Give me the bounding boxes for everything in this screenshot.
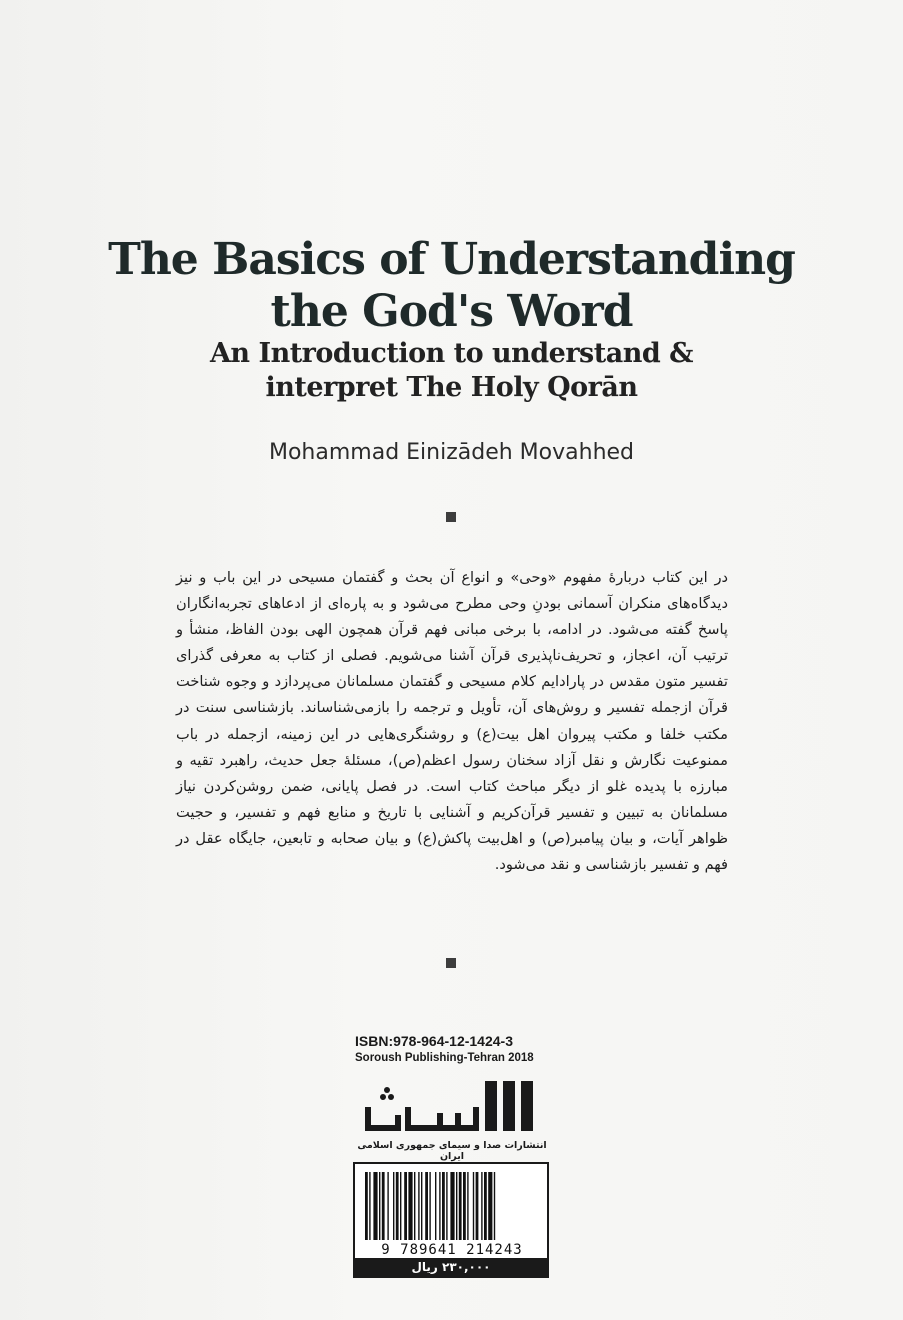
publisher-logo-mark-icon xyxy=(361,1077,545,1139)
publisher-line: Soroush Publishing-Tehran 2018 xyxy=(355,1052,534,1064)
publisher-logo xyxy=(361,1077,545,1139)
barcode-digits: 9 789641 214243 xyxy=(381,1242,523,1258)
publisher-subtitle: انتشارات صدا و سیمای جمهوری اسلامی ایران xyxy=(357,1140,547,1162)
isbn: ISBN:978-964-12-1424-3 xyxy=(355,1033,513,1049)
barcode-icon xyxy=(365,1172,537,1240)
square-divider-top-icon xyxy=(446,512,456,522)
square-divider-bottom-icon xyxy=(446,958,456,968)
book-title-line-1: The Basics of Understanding xyxy=(108,234,795,285)
book-subtitle-line-1: An Introduction to understand & xyxy=(209,338,694,369)
book-title-line-2: the God's Word xyxy=(270,286,633,337)
book-subtitle-line-2: interpret The Holy Qorān xyxy=(265,372,638,403)
price-label: ۲۳۰,۰۰۰ ریال xyxy=(355,1258,547,1276)
barcode-panel xyxy=(353,1162,549,1278)
book-description: در این کتاب دربارهٔ مفهوم «وحی» و انواع آن بحث و گفتمان مسیحی در این باب و نیز دیدگاه‌های منکران آسمانی بودنِ وحی مطرح می‌شود و به پاره‌ای از ادعاهای تجربه‌انگاران پاسخ گفته می‌شود. در ادامه، با برخی مبانی فهم قرآن همچون الهی بودن الفاظ، منشأ و ترتیب آن، اعجاز، و تحریف‌ناپذیری قرآن آشنا می‌شویم. فصلی از کتاب به معرفی گذرای تفسیر متون مقدس در پارادایم کلام مسیحی و گفتمان مسلمانان می‌پردازد و وجوه شناخت قرآن ازجمله تفسیر و روش‌های آن، تأویل و ترجمه را بازمی‌شناساند. بازشناسی سنت در مکتب خلفا و مکتب پیروان اهل بیت(ع) و روشنگری‌هایی در این زمینه، ازجمله در باب ممنوعیت نگارش و نقل آزاد سخنان رسول اعظم(ص)، مسئلهٔ جعل حدیث، راهبرد تقیه و مبارزه با پدیده غلو از دیگر مباحث کتاب است. در فصل پایانی، ضمن روشن‌کردن نیاز مسلمانان به تبیین و تفسیر قرآن‌کریم و آشنایی با تاریخ و منابع فهم و تفسیر، و حجیت ظواهر آیات، و بیان پیامبر(ص) و اهل‌بیت پاکش(ع) و بیان صحابه و تابعین، جایگاه عقل در فهم و تفسیر بازشناسی و نقد می‌شود. xyxy=(176,569,728,874)
author-name: Mohammad Einizādeh Movahhed xyxy=(268,440,635,465)
